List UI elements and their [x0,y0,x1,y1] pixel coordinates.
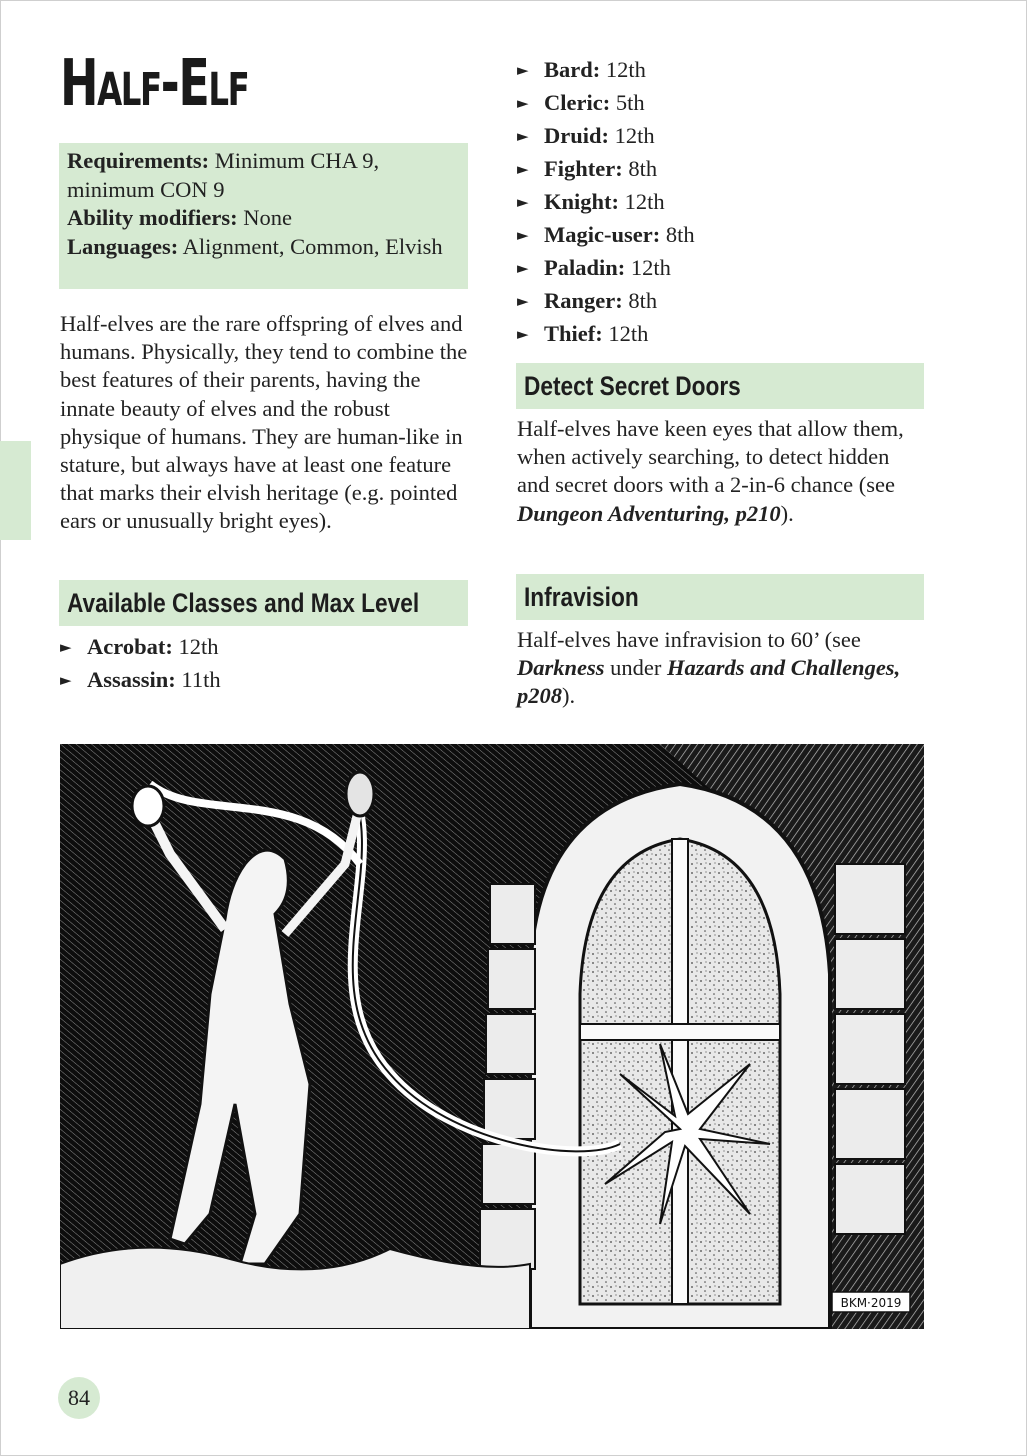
class-item [60,663,221,696]
class-item [60,630,221,663]
class-max-level: 8th [660,222,695,247]
requirements-value: Minimum CHA 9, minimum CON 9 [67,148,380,202]
class-name: Ranger: [544,288,623,313]
infravision-text1: Half-elves have infravision to 60’ (see [517,627,861,652]
requirements-label: Requirements: [67,148,210,173]
class-name: Cleric: [544,90,611,115]
infravision-paragraph [517,626,937,711]
bullet-arrow-icon: ► [60,638,72,656]
detect-reference: Dungeon Adventuring, p210 [517,500,781,526]
page-title: Half-Elf [60,47,249,121]
class-item [517,152,695,185]
class-item [517,218,695,251]
intro-paragraph: Half-elves are the rare offspring of elves and humans. Physically, they tend to combine the best features of their parents, having the innate beauty of elves and the robust physique of humans. They are human-like in stature, but always have at least one feature that marks their elvish heritage (e.g. pointed ears or unusually bright eyes). [60,311,468,534]
class-name: Bard: [544,57,601,82]
detect-heading-text: Detect Secret Doors [524,370,741,401]
class-max-level: 12th [619,189,665,214]
infravision-heading [516,574,924,620]
class-item [517,119,695,152]
class-max-level: 8th [622,156,658,181]
ability-modifiers-line [67,204,460,233]
class-item [517,53,695,86]
class-max-level: 11th [175,667,221,692]
class-max-level: 8th [622,288,658,313]
infravision-reference-hazards: Hazards and Challenges, p208 [517,655,901,709]
bullet-arrow-icon: ► [60,671,72,689]
classes-list-left [60,630,221,696]
infravision-end: ). [562,683,576,709]
detect-secret-doors-heading [516,363,924,409]
illustration-half-elf-secret-door [60,744,924,1329]
illustration-art [60,744,924,1329]
class-name: Assassin: [87,667,176,692]
classes-heading [59,580,468,626]
classes-list-right [517,53,695,350]
artist-signature: BKM·2019 [840,1296,902,1310]
class-max-level: 12th [602,321,649,346]
class-item [517,284,695,317]
languages-line [67,233,460,262]
detect-end: ). [780,500,794,526]
bullet-arrow-icon: ► [517,94,529,112]
class-max-level: 12th [609,123,655,148]
detect-secret-doors-paragraph [517,415,927,528]
infravision-reference-darkness: Darkness [517,655,605,681]
class-name: Thief: [544,321,603,346]
requirements-box [59,143,468,289]
bullet-arrow-icon: ► [517,292,529,310]
class-name: Knight: [544,189,620,214]
bullet-arrow-icon: ► [517,325,529,343]
bullet-arrow-icon: ► [517,226,529,244]
requirements-line [67,147,460,204]
bullet-arrow-icon: ► [517,160,529,178]
bullet-arrow-icon: ► [517,259,529,277]
class-name: Magic-user: [544,222,661,247]
detect-text: Half-elves have keen eyes that allow them, when actively searching, to detect hidden and secret doors with a 2-in-6 chance (see [517,416,904,498]
class-item [517,185,695,218]
bullet-arrow-icon: ► [517,127,529,145]
languages-label: Languages: [67,233,179,259]
class-max-level: 12th [600,57,646,82]
class-max-level: 12th [625,255,671,280]
ability-modifiers-value: None [237,205,292,230]
class-max-level: 12th [172,634,219,659]
class-name: Paladin: [544,255,626,280]
class-item [517,86,695,119]
infravision-text2: under [604,655,668,681]
chapter-tab [0,441,31,540]
class-name: Fighter: [544,156,623,181]
class-item [517,317,695,350]
infravision-heading-text: Infravision [524,581,639,612]
ability-modifiers-label: Ability modifiers: [67,205,238,230]
class-name: Acrobat: [87,634,173,659]
classes-heading-text: Available Classes and Max Level [67,587,420,618]
bullet-arrow-icon: ► [517,61,529,79]
class-name: Druid: [544,123,610,148]
page-number: 84 [58,1377,100,1419]
bullet-arrow-icon: ► [517,193,529,211]
class-max-level: 5th [610,90,645,115]
class-item [517,251,695,284]
languages-value: Alignment, Common, Elvish [178,233,443,259]
